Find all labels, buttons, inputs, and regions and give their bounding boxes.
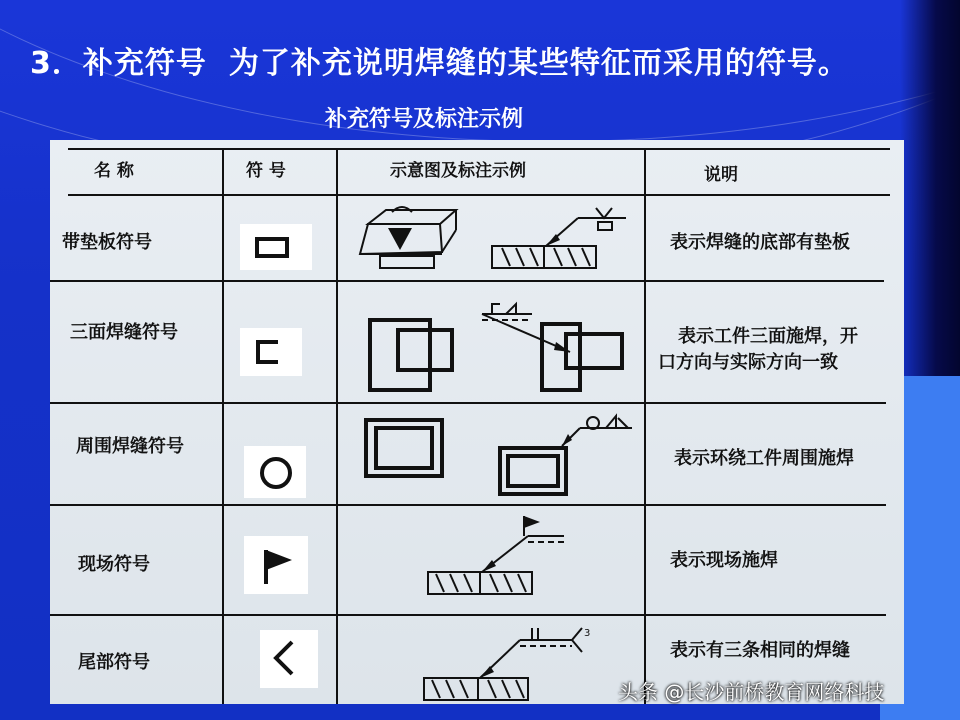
table-title: 补充符号及标注示例 — [325, 107, 524, 132]
three-sided-weld-example — [350, 300, 640, 400]
row-name: 尾部符号 — [78, 652, 150, 673]
symbol-box — [244, 446, 306, 498]
supplementary-symbols-table — [50, 140, 904, 704]
row-name: 三面焊缝符号 — [70, 322, 178, 343]
row-note: 表示焊缝的底部有垫板 — [670, 232, 850, 253]
field-weld-example — [350, 512, 640, 604]
heading-text: 为了补充说明焊缝的某些特征而采用的符号。 — [228, 46, 849, 81]
header-name: 名 称 — [94, 161, 134, 181]
table-rule — [50, 614, 886, 616]
symbol-box — [240, 328, 302, 376]
row-name: 周围焊缝符号 — [76, 436, 184, 457]
row-note: 表示现场施焊 — [670, 550, 778, 571]
row-note: 表示有三条相同的焊缝 — [670, 640, 850, 661]
tail-number: 3 — [584, 628, 591, 639]
table-column-rule — [336, 148, 338, 704]
symbol-box — [240, 224, 312, 270]
row-note-line1: 表示工件三面施焊，开 — [678, 326, 858, 347]
header-example: 示意图及标注示例 — [390, 161, 526, 181]
table-column-rule — [644, 148, 646, 704]
row-name: 现场符号 — [78, 554, 150, 575]
slide-heading — [30, 38, 849, 82]
table-rule — [50, 280, 884, 282]
heading-number: 3．补充符号 — [30, 46, 207, 81]
all-around-weld-example — [350, 410, 640, 502]
field-weld-flag-symbol — [244, 536, 308, 594]
table-rule — [68, 148, 890, 150]
backing-strip-symbol — [240, 224, 312, 270]
row-note: 表示环绕工件周围施焊 — [674, 448, 854, 469]
tail-symbol — [260, 630, 318, 688]
table-rule — [50, 402, 886, 404]
row-name: 带垫板符号 — [62, 232, 152, 253]
row-note-line2: 口方向与实际方向一致 — [658, 352, 838, 373]
header-note: 说明 — [704, 165, 738, 185]
table-rule — [68, 194, 890, 196]
backing-strip-example — [350, 204, 640, 276]
three-sided-weld-symbol — [240, 328, 302, 376]
symbol-box — [244, 536, 308, 594]
table-rule — [50, 504, 886, 506]
symbol-box — [260, 630, 318, 688]
tail-example — [350, 620, 640, 704]
header-symbol: 符 号 — [246, 161, 286, 181]
table-column-rule — [222, 148, 224, 704]
all-around-weld-symbol — [244, 446, 306, 498]
watermark: 头条 @长沙前桥教育网络科技 — [618, 680, 885, 704]
